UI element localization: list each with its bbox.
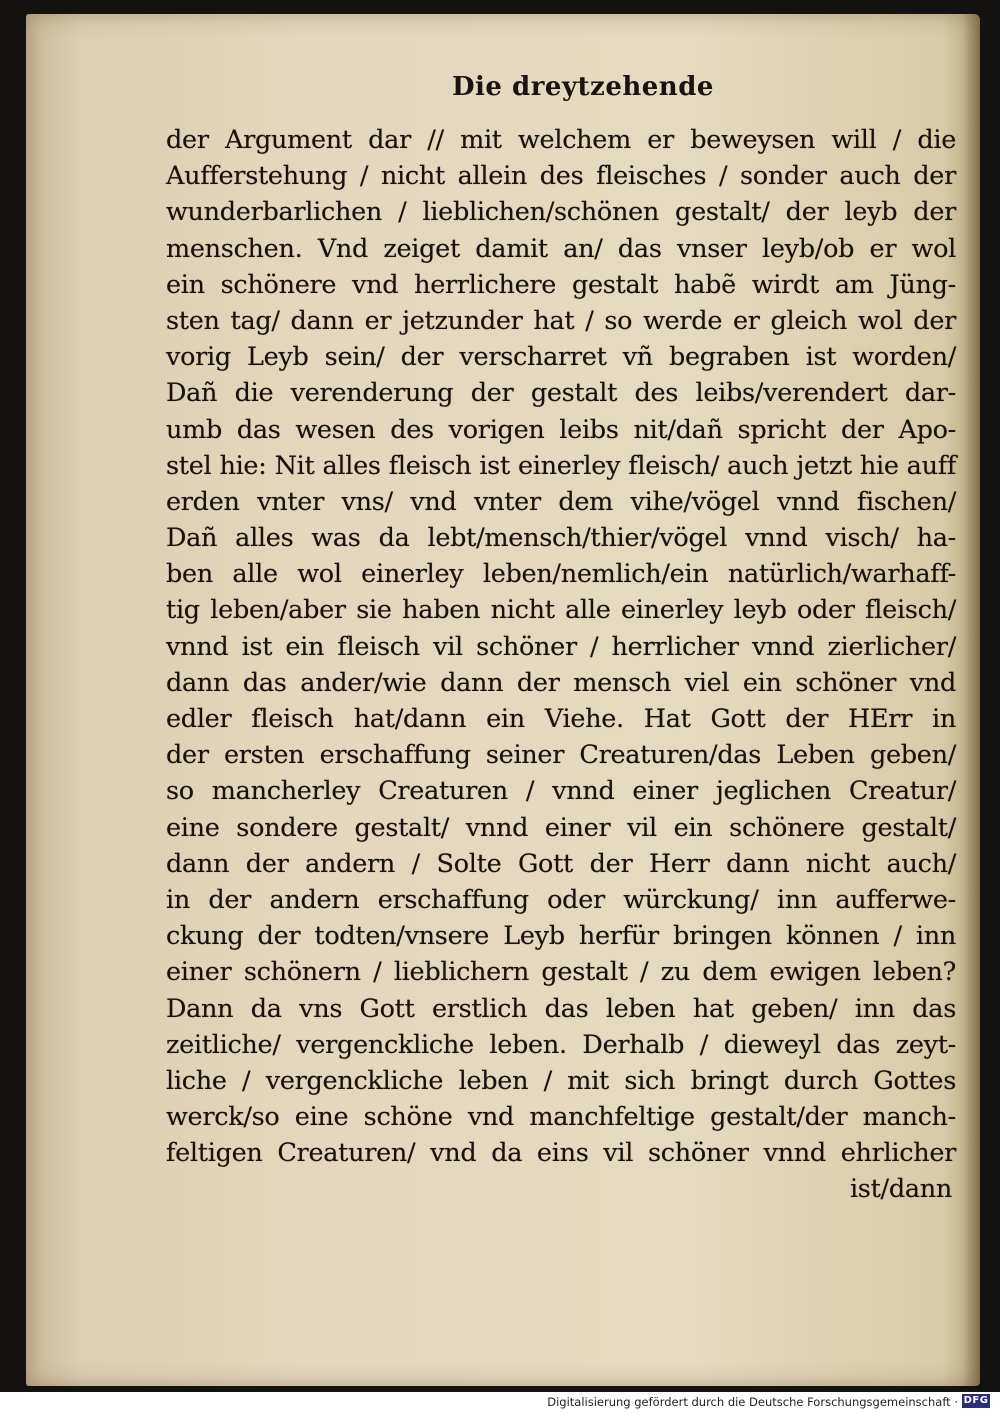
text-line: ckung der todten/vnsere Leyb herfür bringen können / inn [166, 921, 956, 952]
text-line: Dañ die verenderung der gestalt des leibs/verendert dar- [166, 378, 956, 409]
text-line: so mancherley Creaturen / vnnd einer jeglichen Creatur/ [166, 776, 956, 807]
text-line: sten tag/ dann er jetzunder hat / so werde er gleich wol der [166, 305, 956, 336]
text-line: tig leben/aber sie haben nicht alle einerley leyb oder fleisch/ [166, 595, 956, 626]
text-line: dann das ander/wie dann der mensch viel ein schöner vnd [166, 667, 956, 698]
text-line: in der andern erschaffung oder würckung/ inn aufferwe- [166, 884, 956, 915]
funding-credit: Digitalisierung gefördert durch die Deutsche Forschungsgemeinschaft · [547, 1395, 958, 1409]
text-line: zeitliche/ vergenckliche leben. Derhalb / dieweyl das zeyt- [166, 1029, 956, 1060]
text-line: liche / vergenckliche leben / mit sich bringt durch Gottes [166, 1065, 956, 1096]
text-line: eine sondere gestalt/ vnnd einer vil ein schönere gestalt/ [166, 812, 956, 843]
text-line: menschen. Vnd zeiget damit an/ das vnser leyb/ob er wol [166, 233, 956, 264]
text-line: ein schönere vnd herrlichere gestalt habẽ wirdt am Jüng- [166, 269, 956, 300]
spine-shadow [962, 14, 980, 1386]
dfg-logo: DFG [963, 1395, 989, 1406]
text-line: ben alle wol einerley leben/nemlich/ein natürlich/warhaff- [166, 559, 956, 590]
text-line: Dann da vns Gott erstlich das leben hat geben/ inn das [166, 993, 956, 1024]
text-line: einer schönern / lieblichern gestalt / zu dem ewigen leben? [166, 957, 956, 988]
text-line: umb das wesen des vorigen leibs nit/dañ spricht der Apo- [166, 414, 956, 445]
text-line: vorig Leyb sein/ der verscharret vñ begraben ist worden/ [166, 342, 956, 373]
running-head: Die dreytzehende [452, 72, 714, 102]
catchword: ist/dann [849, 1174, 952, 1205]
text-line: der ersten erschaffung seiner Creaturen/das Leben geben/ [166, 740, 956, 771]
text-line: werck/so eine schöne vnd manchfeltige gestalt/der manch- [166, 1102, 956, 1133]
text-line: Dañ alles was da lebt/mensch/thier/vögel vnnd visch/ ha- [166, 523, 956, 554]
body-text [166, 122, 956, 1208]
text-line: dann der andern / Solte Gott der Herr dann nicht auch/ [166, 848, 956, 879]
text-line: edler fleisch hat/dann ein Viehe. Hat Gott der HErr in [166, 704, 956, 734]
text-line: wunderbarlichen / lieblichen/schönen gestalt/ der leyb der [166, 197, 956, 228]
text-line: der Argument dar // mit welchem er beweysen will / die [166, 125, 956, 155]
text-line: Aufferstehung / nicht allein des fleisches / sonder auch der [166, 161, 956, 192]
text-line: vnnd ist ein fleisch vil schöner / herrlicher vnnd zierlicher/ [166, 631, 956, 662]
text-line: erden vnter vns/ vnd vnter dem vihe/vögel vnnd fischen/ [166, 486, 956, 517]
text-line: feltigen Creaturen/ vnd da eins vil schöner vnnd ehrlicher [166, 1138, 956, 1169]
text-line: stel hie: Nit alles fleisch ist einerley fleisch/ auch jetzt hie auff [166, 450, 956, 481]
